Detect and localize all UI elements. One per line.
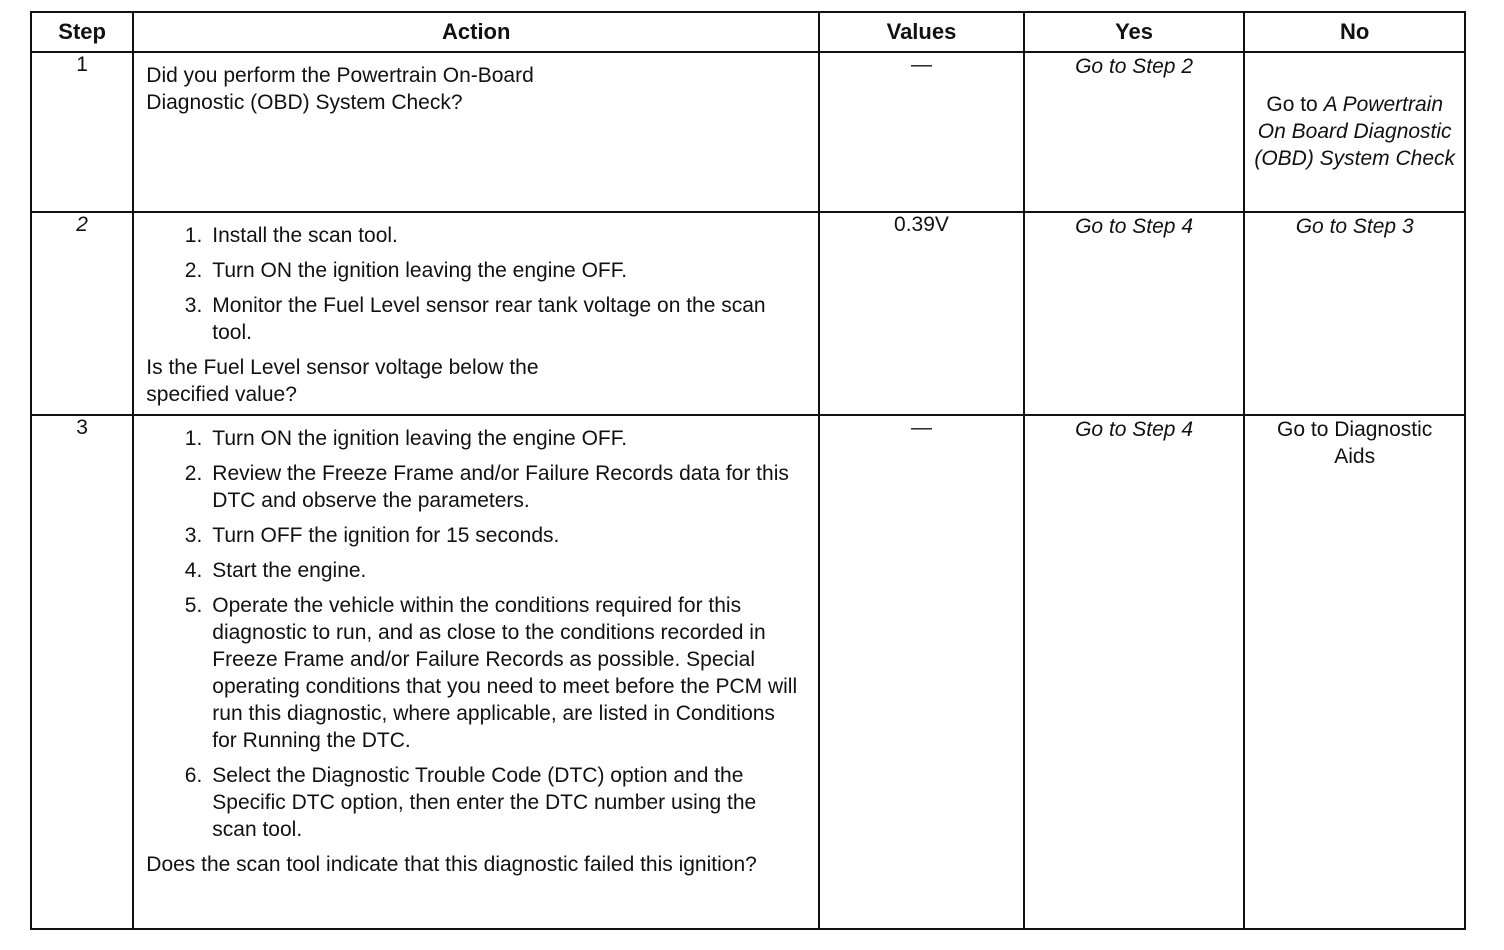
value-cell: —	[819, 52, 1024, 212]
header-action: Action	[133, 12, 819, 52]
action-question: Did you perform the Powertrain On-Board Diagnostic (OBD) System Check?	[146, 64, 534, 114]
yes-link[interactable]: Go to Step 4	[1024, 212, 1245, 415]
diagnostic-table	[30, 11, 1466, 930]
list-item: 5. Operate the vehicle within the conditions required for this diagnostic to run, and as close to the conditions recorded in Freeze Frame and/or Failure Records as possible. Special operating conditions that you need to meet before the PCM will run this diagnostic, where applicable, are listed in Conditions for Running the DTC.	[184, 594, 798, 752]
no-link[interactable]: Go to Diagnostic Aids	[1244, 415, 1465, 929]
header-yes: Yes	[1024, 12, 1245, 52]
no-link[interactable]: A Powertrain On Board Diagnostic (OBD) System Check	[1254, 92, 1456, 170]
header-values: Values	[819, 12, 1024, 52]
action-cell	[133, 415, 819, 929]
action-steps-list	[146, 425, 804, 843]
list-item: 4. Start the engine.	[184, 559, 367, 582]
value-cell: 0.39V	[819, 212, 1024, 415]
step-number: 3	[31, 415, 133, 929]
list-item: 3. Monitor the Fuel Level sensor rear tank voltage on the scan tool.	[184, 294, 766, 344]
action-question: Is the Fuel Level sensor voltage below the specified value?	[146, 356, 539, 406]
step-number: 1	[31, 52, 133, 212]
action-question: Does the scan tool indicate that this diagnostic failed this ignition?	[146, 853, 757, 876]
table-row-step-2	[31, 212, 1465, 415]
table-row-step-3	[31, 415, 1465, 929]
header-no: No	[1244, 12, 1465, 52]
no-prefix: Go to	[1266, 92, 1324, 116]
value-cell: —	[819, 415, 1024, 929]
header-row	[31, 12, 1465, 52]
list-item: 1. Install the scan tool.	[184, 224, 398, 247]
table-row-step-1	[31, 52, 1465, 212]
list-item: 2. Review the Freeze Frame and/or Failure Records data for this DTC and observe the parameters.	[184, 462, 789, 512]
action-cell	[133, 52, 819, 212]
list-item: 2. Turn ON the ignition leaving the engine OFF.	[184, 259, 628, 282]
yes-link[interactable]: Go to Step 4	[1024, 415, 1245, 929]
no-cell	[1244, 52, 1465, 212]
header-step: Step	[31, 12, 133, 52]
action-steps-list	[146, 222, 804, 346]
action-cell	[133, 212, 819, 415]
list-item: 1. Turn ON the ignition leaving the engine OFF.	[184, 427, 628, 450]
step-number: 2	[31, 212, 133, 415]
no-link[interactable]: Go to Step 3	[1244, 212, 1465, 415]
list-item: 6. Select the Diagnostic Trouble Code (DTC) option and the Specific DTC option, then enter the DTC number using the scan tool.	[184, 764, 757, 841]
yes-link[interactable]: Go to Step 2	[1024, 52, 1245, 212]
list-item: 3. Turn OFF the ignition for 15 seconds.	[184, 524, 560, 547]
